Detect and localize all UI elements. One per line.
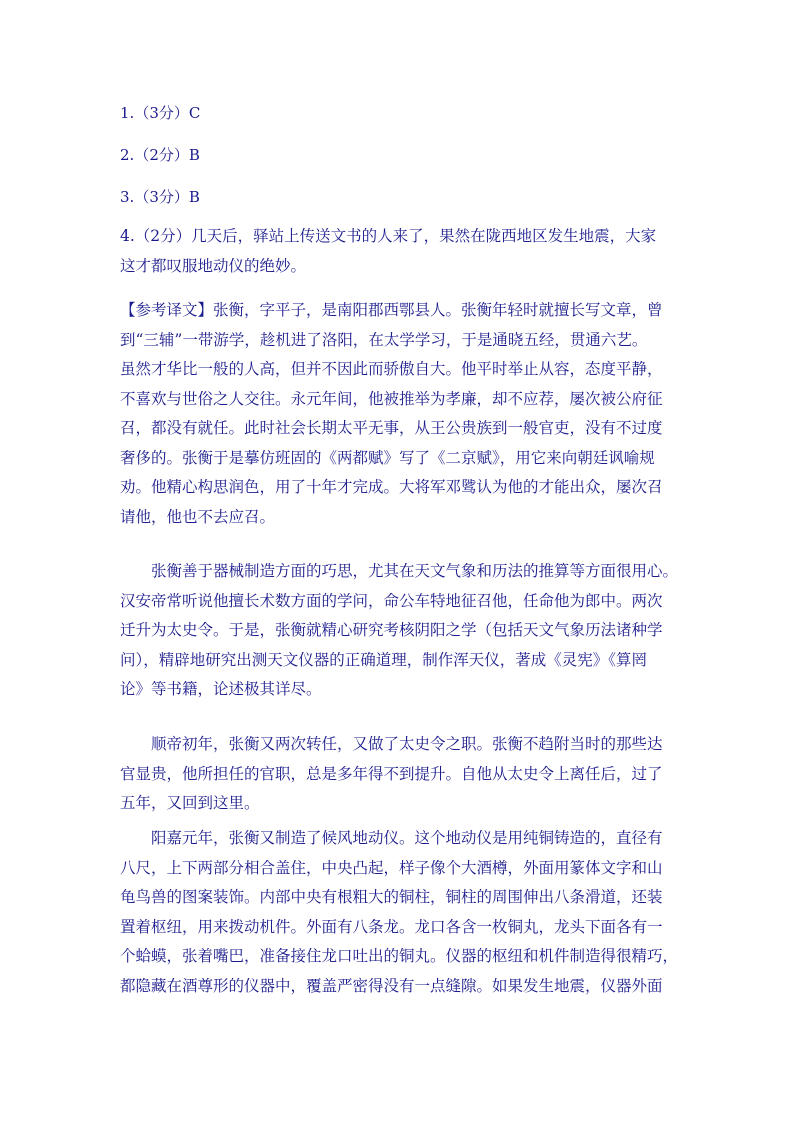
translation-line: 【参考译文】张衡，字平子，是南阳郡西鄂县人。张衡年轻时就擅长写文章，曾: [120, 301, 663, 319]
answer-3: [120, 187, 200, 207]
translation-line: 八尺，上下两部分相合盖住，中央凸起，样子像个大酒樽，外面用篆体文字和山: [120, 858, 663, 877]
translation-line: 到“三辅”一带游学，趁机进了洛阳，在太学学习，于是通晓五经，贯通六艺。: [120, 330, 648, 349]
translation-line: 置着枢纽，用来拨动机件。外面有八条龙。龙口各含一枚铜丸，龙头下面各有一: [120, 917, 663, 936]
translation-line: 个蛤蟆，张着嘴巴，准备接住龙口吐出的铜丸。仪器的枢纽和机件制造得很精巧，: [120, 947, 679, 965]
translation-line: 都隐藏在酒尊形的仪器中，覆盖严密得没有一点缝隙。如果发生地震，仪器外面: [120, 976, 663, 995]
translation-paragraph-3: [120, 730, 685, 819]
answer-choice: C: [188, 104, 201, 122]
translation-paragraph-4: [120, 824, 685, 1001]
translation-line: 汉安帝常听说他擅长术数方面的学问，命公车特地征召他，任命他为郎中。两次: [120, 591, 663, 610]
translation-line: 问），精辟地研究出测天文仪器的正确道理，制作浑天仪，著成《灵宪》《算罔: [120, 650, 648, 669]
translation-line: 论》等书籍，论述极其详尽。: [120, 680, 322, 698]
answer-score: （3分）: [134, 188, 189, 206]
translation-line: 顺帝初年，张衡又两次转任，又做了太史令之职。张衡不趋附当时的那些达: [151, 735, 663, 753]
answer-2: [120, 145, 200, 165]
translation-line: 张衡善于器械制造方面的巧思，尤其在天文气象和历法的推算等方面很用心。: [151, 562, 679, 580]
answer-4: [120, 222, 685, 281]
answer-4-line: 这才都叹服地动仪的绝妙。: [120, 256, 307, 275]
translation-line: 劝。他精心构思润色，用了十年才完成。大将军邓骘认为他的才能出众，屡次召: [120, 478, 663, 496]
answer-choice: B: [188, 188, 200, 206]
translation-paragraph-2: [120, 557, 685, 705]
translation-line: 五年，又回到这里。: [120, 794, 260, 812]
answer-number: 1.: [120, 104, 135, 122]
answer-number: 2.: [120, 146, 135, 164]
answer-1: [120, 103, 200, 123]
translation-paragraph-1: [120, 296, 685, 532]
answer-choice: B: [188, 146, 200, 164]
answer-number: 3.: [120, 188, 135, 206]
answer-score: （3分）: [134, 104, 189, 122]
translation-line: 奢侈的。张衡于是摹仿班固的《两都赋》写了《二京赋》，用它来向朝廷讽喻规: [120, 448, 655, 467]
translation-line: 龟鸟兽的图案装饰。内部中央有根粗大的铜柱，铜柱的周围伸出八条滑道，还装: [120, 888, 663, 906]
translation-line: 阳嘉元年，张衡又制造了候风地动仪。这个地动仪是用纯铜铸造的，直径有: [151, 829, 663, 847]
translation-line: 虽然才华比一般的人高，但并不因此而骄傲自大。他平时举止从容，态度平静，: [120, 360, 663, 378]
translation-line: 官显贵，他所担任的官职，总是多年得不到提升。自他从太史令上离任后，过了: [120, 764, 663, 783]
translation-line: 不喜欢与世俗之人交往。永元年间，他被推举为孝廉，却不应荐，屡次被公府征: [120, 389, 663, 408]
translation-line: 迁升为太史令。于是，张衡就精心研究考核阴阳之学（包括天文气象历法诸种学: [120, 621, 663, 639]
translation-line: 召，都没有就任。此时社会长期太平无事，从王公贵族到一般官吏，没有不过度: [120, 419, 663, 437]
answer-4-line: 4.（2分）几天后，驿站上传送文书的人来了，果然在陇西地区发生地震，大家: [120, 227, 657, 245]
translation-line: 请他，他也不去应召。: [120, 507, 276, 526]
answer-score: （2分）: [134, 146, 189, 164]
